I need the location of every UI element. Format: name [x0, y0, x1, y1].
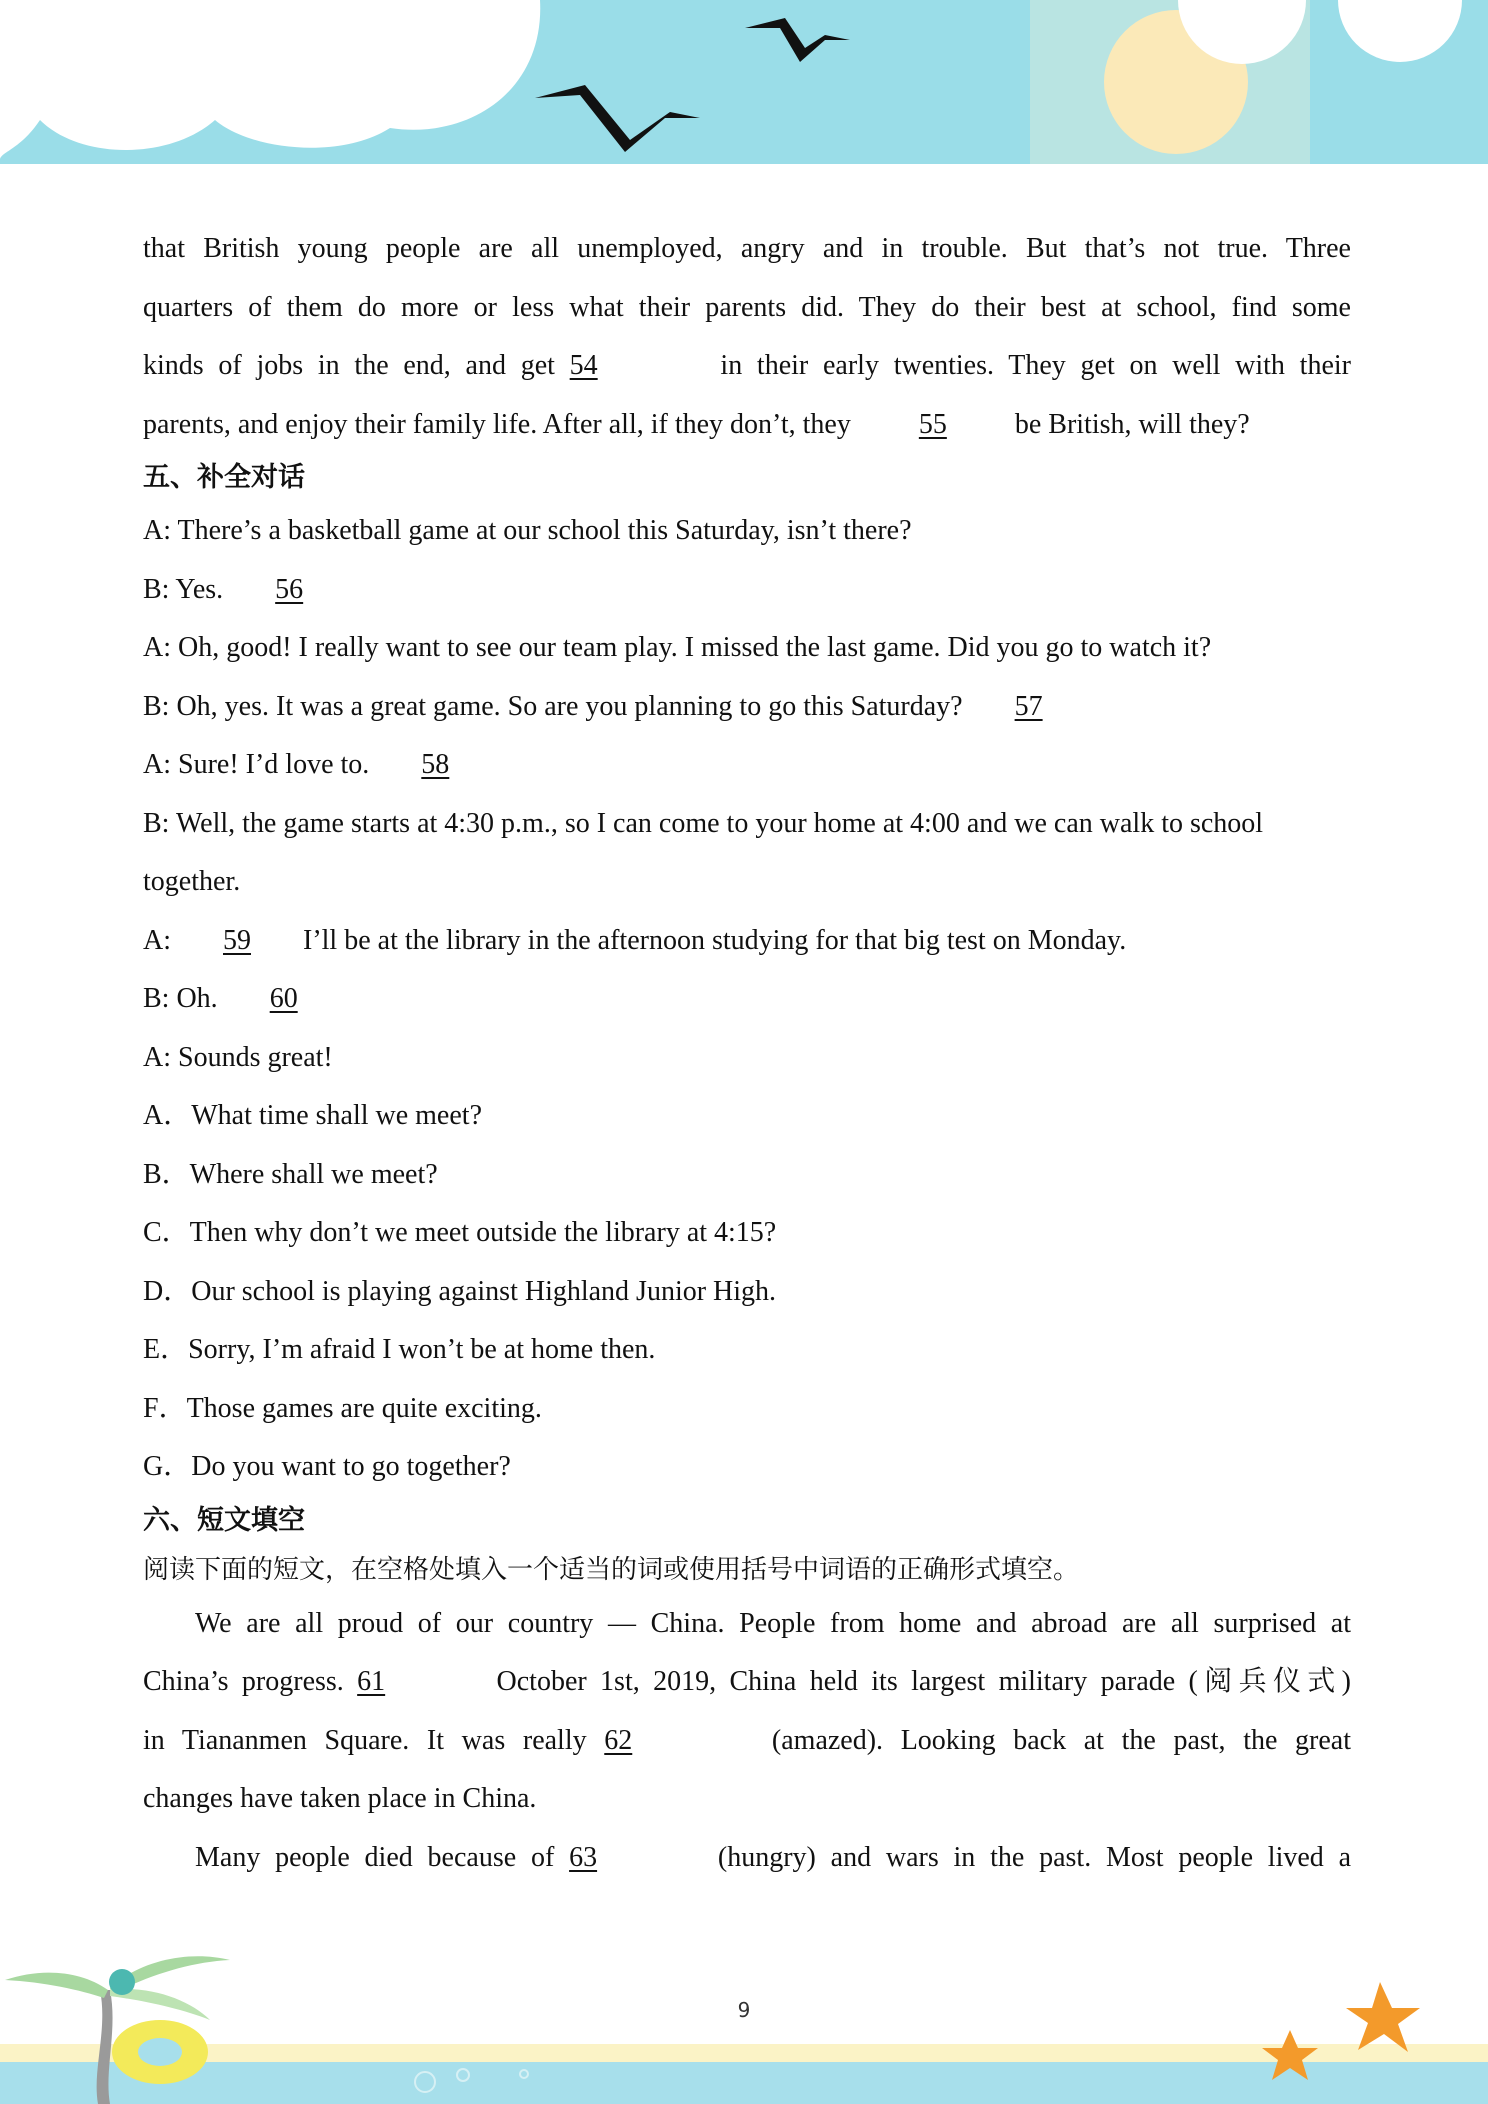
option-c: C．Then why don’t we meet outside the library at 4:15?: [143, 1217, 777, 1248]
blank-57: 57: [1014, 690, 1043, 722]
header-sky-decoration: [0, 0, 1488, 170]
footer-beach-decoration: [0, 1930, 1488, 2104]
dialogue-line-57: B: Oh, yes. It was a great game. So are you planning to go this Saturday? 57: [143, 678, 1351, 737]
option-a: A．What time shall we meet?: [143, 1100, 482, 1131]
passage-line-55: parents, and enjoy their family life. After all, if they don’t, they 55 be British, will they?: [143, 396, 1351, 455]
blank-54: 54: [569, 350, 598, 381]
dialogue-line: A: There’s a basketball game at our school this Saturday, isn’t there?: [143, 515, 912, 546]
cloze-line-63: Many people died because of 63 (hungry) and wars in the past. Most people lived a: [143, 1829, 1351, 1888]
cloze-line-62: in Tiananmen Square. It was really 62 (amazed). Looking back at the past, the great: [143, 1712, 1351, 1771]
swim-ring-icon: [112, 2020, 208, 2084]
option-b: B．Where shall we meet?: [143, 1158, 438, 1190]
dialogue-line-59: A: 59 I’ll be at the library in the afternoon studying for that big test on Monday.: [143, 912, 1351, 971]
section-heading-6: 六、短文填空: [143, 1504, 305, 1536]
option-g: G．Do you want to go together?: [143, 1451, 511, 1482]
dialogue-line-60: B: Oh. 60: [143, 970, 1351, 1029]
blank-60: 60: [269, 983, 298, 1014]
page-number: 9: [737, 1998, 751, 2022]
cloze-line-61: China’s progress. 61 October 1st, 2019, China held its largest military parade (阅兵仪式): [143, 1653, 1351, 1712]
dialogue-line-56: B: Yes. 56: [143, 561, 1351, 620]
dialogue-line: A: Oh, good! I really want to see our team play. I missed the last game. Did you go to watch it?: [143, 632, 1212, 663]
cloze-line: We are all proud of our country — China. People from home and abroad are all surprised at: [195, 1607, 1351, 1639]
passage-line: that British young people are all unemployed, angry and in trouble. But that’s not true. Three: [143, 233, 1351, 264]
dialogue-line: together.: [143, 866, 241, 897]
option-e: E．Sorry, I’m afraid I won’t be at home then.: [143, 1334, 656, 1365]
blank-59: 59: [223, 924, 251, 956]
document-page: [143, 220, 1351, 1887]
passage-line-54: kinds of jobs in the end, and get 54 in their early twenties. They get on well with their: [143, 337, 1351, 396]
blank-56: 56: [275, 573, 304, 605]
blank-55: 55: [918, 408, 947, 440]
blank-62: 62: [604, 1724, 633, 1756]
blank-63: 63: [569, 1841, 598, 1873]
dialogue-line: B: Well, the game starts at 4:30 p.m., so I can come to your home at 4:00 and we can walk to school: [143, 807, 1264, 839]
blank-61: 61: [357, 1666, 386, 1697]
dialogue-line-58: A: Sure! I’d love to. 58: [143, 736, 1351, 795]
dialogue-line: A: Sounds great!: [143, 1041, 333, 1073]
blank-58: 58: [421, 749, 450, 780]
option-f: F．Those games are quite exciting.: [143, 1392, 542, 1424]
option-d: D．Our school is playing against Highland Junior High.: [143, 1275, 777, 1307]
section-heading-5: 五、补全对话: [143, 462, 305, 493]
section-instruction: 阅读下面的短文，在空格处填入一个适当的词或使用括号中词语的正确形式填空。: [143, 1554, 1080, 1585]
passage-line: quarters of them do more or less what their parents did. They do their best at school, find some: [143, 291, 1351, 323]
cloze-line: changes have taken place in China.: [143, 1783, 537, 1814]
